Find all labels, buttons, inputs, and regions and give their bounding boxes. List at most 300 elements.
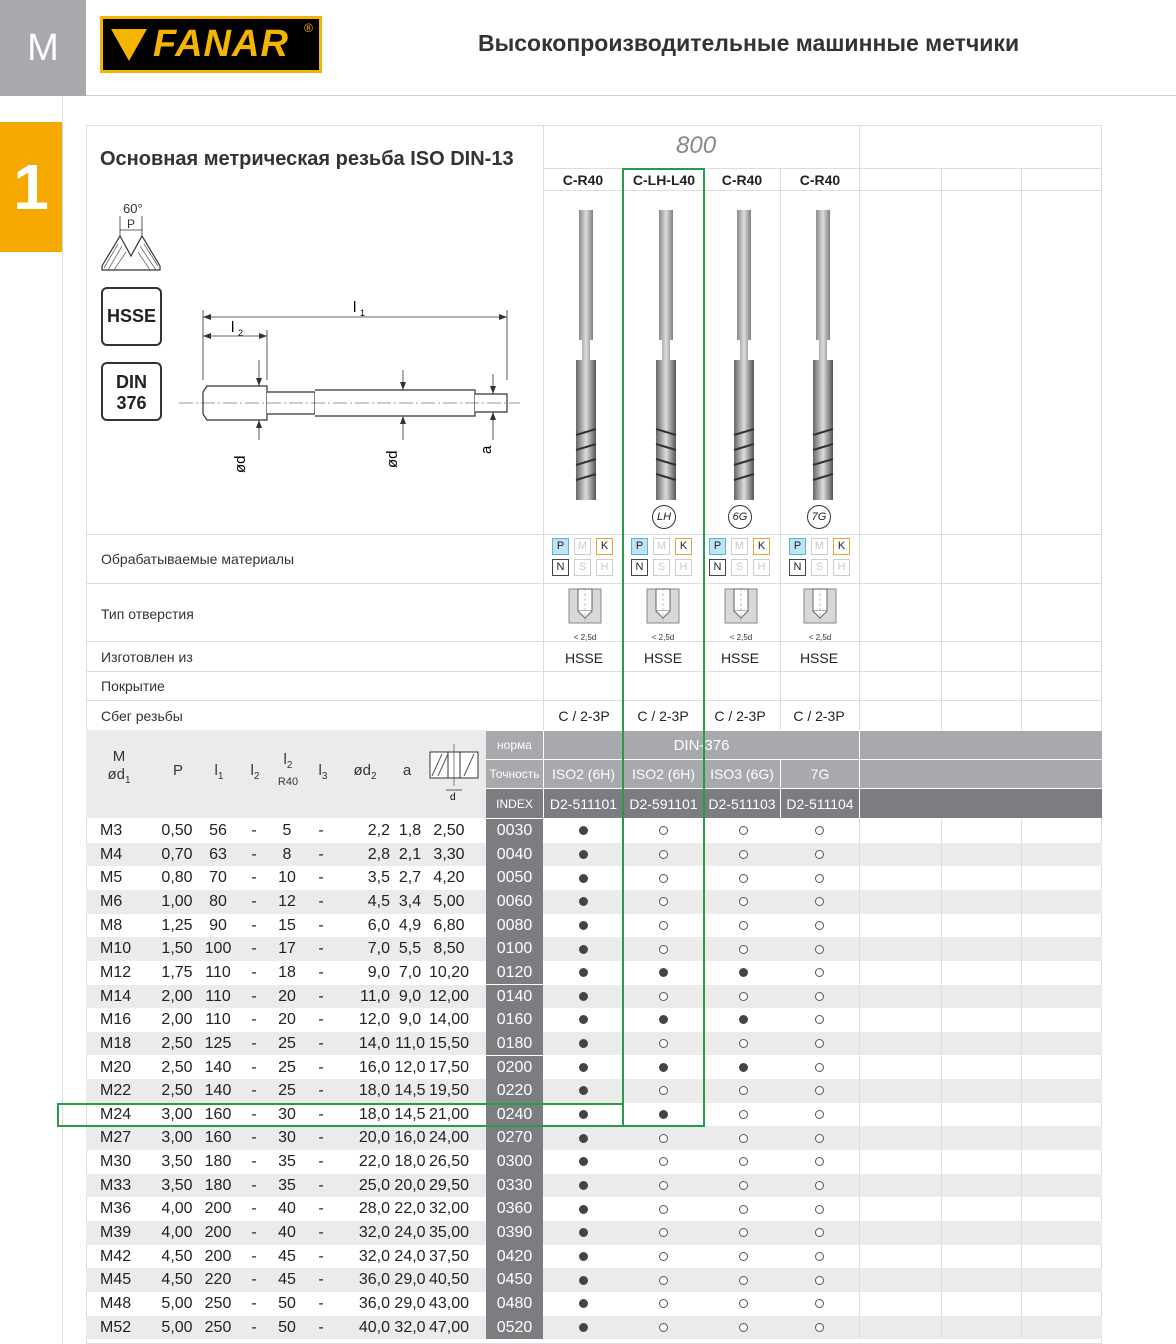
cell-l2r: 12 (278, 892, 296, 910)
cell-l1: 70 (209, 869, 227, 887)
cell-l2: - (251, 916, 257, 934)
grid-line (941, 1316, 942, 1340)
cell-l2: - (251, 940, 257, 958)
cell-index: 0060 (486, 890, 543, 914)
availability-cell (544, 1150, 622, 1174)
cell-l2r: 45 (278, 1271, 296, 1289)
runout-value: C / 2-3P (793, 708, 845, 724)
cell-l2: - (251, 1082, 257, 1100)
cell-l1: 180 (204, 1176, 232, 1194)
availability-cell (544, 1221, 622, 1245)
cell-l2r: 45 (278, 1247, 296, 1265)
in-stock-icon (579, 1299, 588, 1308)
cell-d2: 22,0 (358, 1153, 390, 1171)
cell-l2: - (251, 987, 257, 1005)
cell-l2r: 10 (278, 869, 296, 887)
availability-cell (624, 1126, 702, 1150)
cell-d2: 12,0 (358, 1011, 390, 1029)
cell-m: M42 (100, 1247, 132, 1265)
cell-a: 18,0 (394, 1153, 426, 1171)
grid-line (859, 1197, 860, 1221)
cell-l2: - (251, 1011, 257, 1029)
tap-image (803, 205, 843, 500)
on-order-icon (815, 1039, 824, 1048)
table-row (86, 1221, 1102, 1245)
on-order-icon (659, 1323, 668, 1332)
material-group-badge: H (753, 559, 770, 576)
on-order-icon (659, 1181, 668, 1190)
cell-index: 0330 (486, 1174, 543, 1198)
cell-l3: - (318, 822, 324, 839)
cell-p: 0,80 (161, 869, 193, 887)
standard-badge-line2: 376 (116, 393, 147, 413)
cell-l1: 90 (209, 916, 227, 934)
availability-cell (780, 1197, 858, 1221)
availability-cell (704, 1032, 782, 1056)
material-group-badge: P (552, 538, 569, 555)
d1-label: ød (232, 455, 249, 473)
cell-a: 16,0 (394, 1129, 426, 1147)
cell-m: M36 (100, 1200, 132, 1218)
cell-d2: 14,0 (358, 1034, 390, 1052)
material-group-badge: H (675, 559, 692, 576)
registered-icon: ® (304, 21, 313, 35)
grid-line (1021, 1032, 1022, 1056)
table-row (86, 914, 1102, 938)
l1-sub: 1 (360, 308, 366, 318)
on-order-icon (659, 1299, 668, 1308)
grid-line (941, 1079, 942, 1103)
cell-d2: 18,0 (358, 1082, 390, 1100)
availability-cell (704, 1197, 782, 1221)
on-order-icon (659, 1276, 668, 1285)
material-group-badge: P (709, 538, 726, 555)
highlight-column-box (622, 168, 705, 1127)
availability-cell (544, 1197, 622, 1221)
cell-m: M27 (100, 1129, 132, 1147)
table-row (86, 985, 1102, 1009)
cell-d2: 7,0 (367, 940, 390, 958)
cell-l2: - (251, 1271, 257, 1289)
cell-l3: - (318, 1034, 324, 1052)
on-order-icon (739, 1323, 748, 1332)
grid-line (941, 168, 942, 730)
runout-value: C / 2-3P (637, 708, 689, 724)
cell-index: 0240 (486, 1103, 543, 1127)
cell-p: 2,00 (161, 1011, 193, 1029)
cell-d: 15,50 (428, 1034, 470, 1052)
availability-cell (780, 843, 858, 867)
grid-line (941, 843, 942, 867)
tap-dimension-drawing (175, 290, 530, 480)
availability-cell (704, 1008, 782, 1032)
availability-cell (544, 985, 622, 1009)
cell-l3: - (318, 963, 324, 981)
grid-line (941, 1292, 942, 1316)
on-order-icon (739, 1205, 748, 1214)
availability-cell (704, 1174, 782, 1198)
cell-d2: 36,0 (358, 1271, 390, 1289)
availability-cell (544, 843, 622, 867)
grid-line (941, 1245, 942, 1269)
cell-a: 9,0 (398, 1011, 422, 1029)
grid-line (1021, 1245, 1022, 1269)
in-stock-icon (579, 968, 588, 977)
cell-d: 5,00 (433, 892, 465, 910)
cell-l1: 250 (204, 1318, 232, 1336)
cell-index: 0120 (486, 961, 543, 985)
cell-p: 3,50 (161, 1153, 193, 1171)
in-stock-icon (579, 850, 588, 859)
cell-l3: - (318, 916, 324, 934)
availability-cell (544, 1268, 622, 1292)
logo-v-mark (111, 29, 147, 61)
cell-l2r: 30 (278, 1105, 296, 1123)
cell-index: 0360 (486, 1197, 543, 1221)
brand-logo (100, 16, 322, 73)
cell-p: 0,50 (161, 822, 193, 839)
accuracy-extra (860, 760, 1102, 788)
cell-p: 3,00 (161, 1105, 193, 1123)
cell-l2r: 20 (278, 1011, 296, 1029)
grid-line (941, 1103, 942, 1127)
availability-cell (704, 937, 782, 961)
norm-value: DIN-376 (544, 731, 859, 759)
cell-d2: 40,0 (358, 1318, 390, 1336)
cell-l3: - (318, 845, 324, 863)
grid-line (86, 700, 1102, 701)
cell-index: 0080 (486, 914, 543, 938)
grid-line (859, 866, 860, 890)
cell-m: M18 (100, 1034, 132, 1052)
material-group-badge: M (731, 538, 748, 555)
availability-cell (704, 843, 782, 867)
cell-p: 3,50 (161, 1176, 193, 1194)
grid-line (1021, 1197, 1022, 1221)
cell-l2r: 50 (278, 1318, 296, 1336)
availability-cell (780, 1292, 858, 1316)
grid-line (1021, 1268, 1022, 1292)
cell-l2: - (251, 1224, 257, 1242)
grid-line (859, 985, 860, 1009)
availability-cell (544, 1079, 622, 1103)
col-header-p: P (172, 762, 183, 779)
grid-line (1021, 1103, 1022, 1127)
cell-l1: 110 (205, 987, 231, 1005)
page-title: Высокопроизводительные машинные метчики (478, 30, 1020, 56)
made-of-label: Изготовлен из (101, 649, 193, 665)
column-header: C-R40 (721, 172, 763, 188)
material-group-badge: K (833, 538, 850, 555)
cell-p: 1,75 (161, 963, 193, 981)
l2-label: l (231, 319, 235, 336)
availability-cell (704, 961, 782, 985)
col-header-a: a (402, 762, 412, 779)
availability-cell (544, 1174, 622, 1198)
runout-label: Сбег резьбы (101, 708, 183, 724)
on-order-icon (739, 921, 748, 930)
table-row (86, 890, 1102, 914)
grid-line (859, 1150, 860, 1174)
availability-cell (624, 1221, 702, 1245)
cell-l2r: 25 (278, 1034, 296, 1052)
cell-l2r: 40 (278, 1200, 296, 1218)
cell-index: 0480 (486, 1292, 543, 1316)
on-order-icon (659, 1134, 668, 1143)
cell-l3: - (318, 1176, 324, 1194)
grid-line (1021, 1316, 1022, 1340)
cell-l2r: 18 (278, 963, 296, 981)
cell-d: 17,50 (428, 1058, 470, 1076)
on-order-icon (739, 1299, 748, 1308)
cell-l1: 125 (204, 1034, 232, 1052)
accuracy-value: ISO2 (6H) (624, 760, 703, 788)
material-group-badge: N (789, 559, 806, 576)
availability-cell (780, 1221, 858, 1245)
cell-index: 0100 (486, 937, 543, 961)
cell-d: 26,50 (428, 1153, 470, 1171)
cell-a: 2,1 (398, 845, 422, 863)
cell-d2: 9,0 (367, 963, 390, 981)
cell-d2: 36,0 (358, 1295, 390, 1312)
availability-cell (780, 1103, 858, 1127)
grid-line (941, 1174, 942, 1198)
col-header-d2: $ød_2$ (353, 762, 377, 782)
on-order-icon (659, 1228, 668, 1237)
cell-index: 0180 (486, 1032, 543, 1056)
material-group-badge: N (631, 559, 648, 576)
logo-wordmark: FANAR (153, 23, 289, 65)
availability-cell (704, 1103, 782, 1127)
availability-cell (704, 985, 782, 1009)
cell-a: 24,0 (394, 1224, 426, 1242)
cell-a: 20,0 (394, 1176, 426, 1194)
on-order-icon (815, 1323, 824, 1332)
index-value: D2-591101 (624, 789, 703, 818)
availability-cell (704, 1150, 782, 1174)
cell-l3: - (318, 1318, 324, 1336)
in-stock-icon (579, 874, 588, 883)
grid-line (543, 125, 544, 730)
on-order-icon (815, 1157, 824, 1166)
cell-m: M10 (100, 940, 132, 958)
grid-line (941, 866, 942, 890)
material-group-badge: P (789, 538, 806, 555)
cell-p: 2,50 (161, 1034, 193, 1052)
on-order-icon (659, 1205, 668, 1214)
cell-m: M20 (100, 1058, 132, 1076)
on-order-icon (815, 1299, 824, 1308)
cell-l1: 63 (209, 845, 227, 863)
table-row (86, 1150, 1102, 1174)
left-hand-icon: LH (652, 505, 676, 529)
grid-line (1021, 890, 1022, 914)
on-order-icon (815, 850, 824, 859)
cell-m: M30 (100, 1153, 132, 1171)
cell-l1: 80 (209, 892, 227, 910)
grid-line (859, 937, 860, 961)
drill-diameter-icon (428, 742, 480, 800)
cell-index: 0030 (486, 819, 543, 843)
cell-index: 0160 (486, 1008, 543, 1032)
cell-p: 2,50 (161, 1082, 193, 1100)
grid-line (941, 1008, 942, 1032)
cell-m: M5 (100, 869, 123, 887)
in-stock-icon (579, 1086, 588, 1095)
availability-cell (780, 985, 858, 1009)
grid-line (941, 819, 942, 843)
cell-a: 11,0 (395, 1034, 425, 1052)
on-order-icon (815, 1276, 824, 1285)
cell-d2: 2,8 (367, 845, 390, 863)
availability-cell (780, 1008, 858, 1032)
blind-hole-icon (803, 588, 837, 640)
table-row (86, 866, 1102, 890)
standard-badge (101, 362, 162, 421)
cell-p: 1,00 (161, 892, 193, 910)
availability-cell (780, 1316, 858, 1340)
grid-line (1021, 819, 1022, 843)
on-order-icon (739, 850, 748, 859)
availability-cell (544, 1126, 622, 1150)
accuracy-value: ISO3 (6G) (704, 760, 780, 788)
cell-m: M3 (100, 822, 123, 839)
table-row (86, 819, 1102, 843)
cell-l1: 110 (205, 1011, 231, 1029)
availability-cell (544, 866, 622, 890)
on-order-icon (815, 1110, 824, 1119)
tap-image (566, 205, 606, 500)
cell-m: M16 (100, 1011, 132, 1029)
blind-hole-icon (724, 588, 758, 640)
cell-m: M4 (100, 845, 123, 863)
on-order-icon (815, 945, 824, 954)
series-number: 800 (676, 132, 717, 159)
cell-l2: - (251, 1295, 257, 1312)
material-group-badge: H (833, 559, 850, 576)
cell-l3: - (318, 1153, 324, 1171)
cell-l3: - (318, 1271, 324, 1289)
cell-l2r: 8 (282, 845, 292, 863)
cell-index: 0270 (486, 1126, 543, 1150)
on-order-icon (739, 1252, 748, 1261)
table-row (86, 1056, 1102, 1080)
availability-cell (704, 1292, 782, 1316)
table-row (86, 961, 1102, 985)
grid-line (941, 914, 942, 938)
cell-m: M8 (100, 916, 123, 934)
in-stock-icon (579, 1134, 588, 1143)
cell-a: 22,0 (394, 1200, 426, 1218)
availability-cell (544, 937, 622, 961)
availability-cell (704, 1245, 782, 1269)
cell-d: 29,50 (428, 1176, 470, 1194)
cell-d: 4,20 (433, 869, 465, 887)
availability-cell (704, 914, 782, 938)
on-order-icon (739, 1086, 748, 1095)
index-extra (860, 789, 1102, 818)
cell-l3: - (318, 940, 324, 958)
cell-d2: 28,0 (358, 1200, 390, 1218)
thread-profile-icon (98, 198, 164, 274)
cell-l3: - (318, 1082, 324, 1100)
d2-label: ød (384, 450, 401, 468)
cell-a: 9,0 (398, 987, 422, 1005)
made-of-value: HSSE (564, 650, 604, 666)
index-label: INDEX (486, 789, 543, 818)
cell-l2: - (251, 822, 257, 839)
cell-a: 32,0 (394, 1318, 426, 1336)
availability-cell (544, 890, 622, 914)
grid-line (1021, 961, 1022, 985)
cell-l1: 200 (204, 1247, 232, 1265)
cell-m: M12 (100, 963, 132, 981)
grid-line (1021, 1056, 1022, 1080)
section-letter: M (27, 26, 59, 69)
cell-a: 1,8 (398, 822, 422, 839)
availability-cell (780, 914, 858, 938)
table-row (86, 1292, 1102, 1316)
on-order-icon (739, 1134, 748, 1143)
cell-index: 0140 (486, 985, 543, 1009)
cell-l2r: 25 (278, 1058, 296, 1076)
cell-p: 5,00 (161, 1318, 193, 1336)
cell-a: 7,0 (398, 963, 422, 981)
in-stock-icon (739, 968, 748, 977)
chapter-tab (0, 122, 62, 252)
cell-a: 5,5 (398, 940, 422, 958)
on-order-icon (739, 1276, 748, 1285)
cell-index: 0390 (486, 1221, 543, 1245)
on-order-icon (659, 1252, 668, 1261)
grid-line (1021, 937, 1022, 961)
availability-cell (780, 1126, 858, 1150)
availability-cell (624, 1292, 702, 1316)
cell-m: M45 (100, 1271, 132, 1289)
cell-a: 12,0 (394, 1058, 426, 1076)
grid-line (941, 1056, 942, 1080)
availability-cell (624, 1268, 702, 1292)
grid-line (1021, 1221, 1022, 1245)
in-stock-icon (579, 1039, 588, 1048)
in-stock-icon (579, 1228, 588, 1237)
cell-d: 21,00 (428, 1105, 470, 1123)
cell-d2: 11,0 (360, 987, 390, 1005)
table-row (86, 1197, 1102, 1221)
availability-cell (704, 866, 782, 890)
cell-a: 24,0 (394, 1247, 426, 1265)
grid-line (1021, 914, 1022, 938)
on-order-icon (815, 1063, 824, 1072)
cell-p: 0,70 (161, 845, 193, 863)
cell-p: 4,50 (161, 1271, 193, 1289)
cell-p: 1,50 (161, 940, 193, 958)
hole-depth-note: < 2,5d (651, 633, 675, 642)
on-order-icon (739, 1181, 748, 1190)
on-order-icon (815, 826, 824, 835)
cell-m: M14 (100, 987, 132, 1005)
cell-a: 29,0 (394, 1271, 426, 1289)
material-group-badge: M (653, 538, 670, 555)
on-order-icon (739, 897, 748, 906)
cell-m: M33 (100, 1176, 132, 1194)
grid-line (1021, 1126, 1022, 1150)
grid-line (859, 961, 860, 985)
angle-label: 60° (123, 201, 143, 216)
cell-m: M39 (100, 1224, 132, 1242)
table-row (86, 1032, 1102, 1056)
col-header-m: M $ød_1$ (107, 748, 131, 786)
